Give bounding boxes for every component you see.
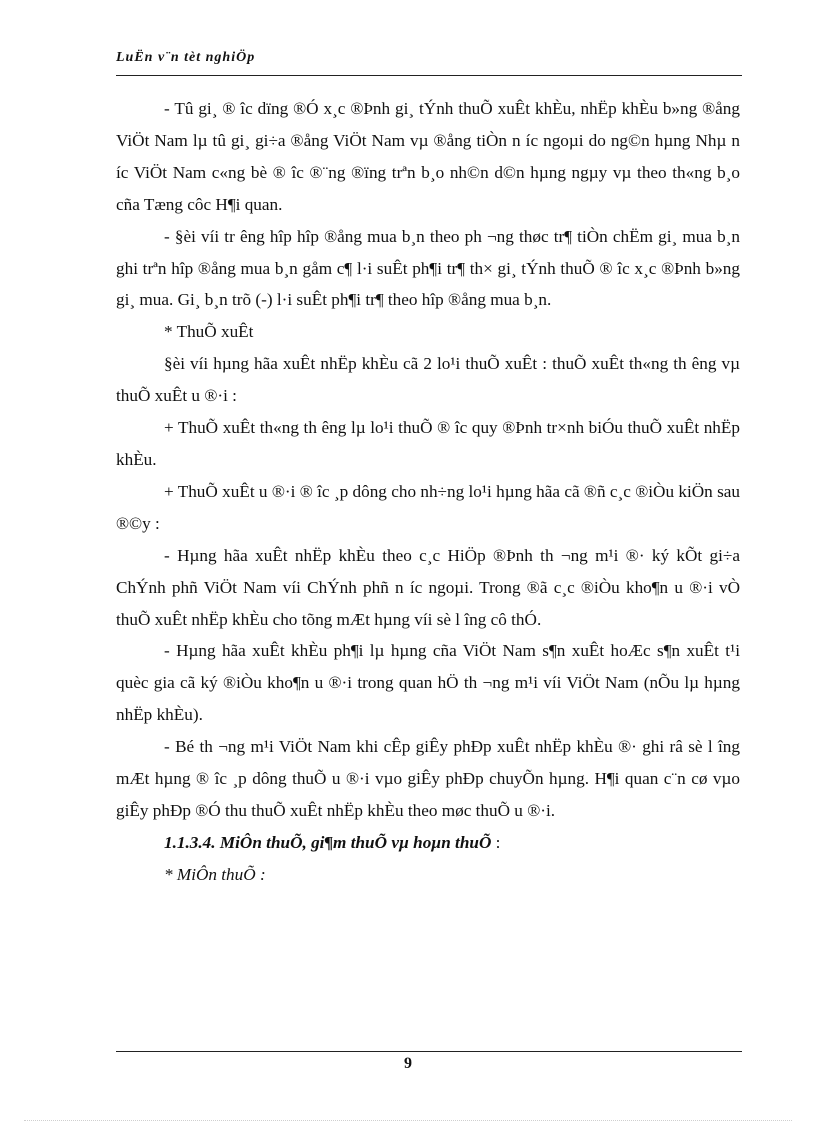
paragraph-preferential-rate: + ThuÕ xuÊt u ®·i ® îc ¸p dông cho nh÷ng lo¹i hµng hãa cã ®ñ c¸c ®iÒu kiÖn sau ®©y :: [116, 481, 740, 533]
paragraph-trade-agreements: - Hµng hãa xuÊt nhËp khÈu theo c¸c HiÖp ®Þnh th ¬ng m¹i ®· ký kÕt gi÷a ChÝnh phñ ViÖt Nam víi ChÝnh phñ n íc ngoµi. Trong ®ã c¸c ®iÒu kho¶n u ®·i vÒ thuÕ xuÊt nhËp khÈu cho tõng mÆt hµng víi sè l îng cô thÓ.: [116, 545, 740, 629]
header-divider: [116, 75, 742, 76]
section-heading-colon: :: [491, 832, 501, 852]
paragraph-exchange-rate: - Tû gi¸ ® îc dïng ®Ó x¸c ®Þnh gi¸ tÝnh thuÕ xuÊt khÈu, nhËp khÈu b»ng ®ång ViÖt Nam lµ tû gi¸ gi÷a ®ång ViÖt Nam vµ ®ång tiÒn n íc ngoµi do ng©n hµng Nhµ n íc ViÖt Nam c«ng bè ® îc ®¨ng ®ïng trªn b¸o nh©n d©n hµng ngµy vµ theo th«ng b¸o cña Tæng côc H¶i quan.: [116, 99, 740, 214]
body-text: [116, 93, 740, 891]
paragraph-deferred-payment: - §èi víi tr êng hîp hîp ®ång mua b¸n theo ph ¬ng thøc tr¶ tiÒn chËm gi¸ mua b¸n ghi trªn hîp ®ång mua b¸n gåm c¶ l·i suÊt ph¶i tr¶ th× gi¸ tÝnh thuÕ ® îc x¸c ®Þnh b»ng gi¸ mua. Gi¸ b¸n trõ (-) l·i suÊt ph¶i tr¶ theo hîp ®ång mua b¸n.: [116, 226, 740, 310]
paragraph-ministry-license: - Bé th ¬ng m¹i ViÖt Nam khi cÊp giÊy phÐp xuÊt nhËp khÈu ®· ghi râ sè l îng mÆt hµng ® îc ¸p dông thuÕ u ®·i vµo giÊy phÐp chuyÕn hµng. H¶i quan c¨n cø vµo giÊy phÐp ®Ó thu thuÕ xuÊt nhËp khÈu theo møc thuÕ u ®·i.: [116, 737, 740, 820]
paragraph-origin-goods: - Hµng hãa xuÊt khÈu ph¶i lµ hµng cña ViÖt Nam s¶n xuÊt hoÆc s¶n xuÊt t¹i quèc gia cã ký ®iÒu kho¶n u ®·i trong quan hÖ th ¬ng m¹i víi ViÖt Nam (nÕu lµ hµng nhËp khÈu).: [116, 641, 740, 725]
section-subheading: * MiÔn thuÕ :: [164, 864, 266, 884]
paragraph-tax-rate-title: * ThuÕ xuÊt: [164, 322, 254, 342]
running-header: LuËn v¨n tèt nghiÖp: [116, 50, 256, 65]
paragraph-normal-rate: + ThuÕ xuÊt th«ng th êng lµ lo¹i thuÕ ® îc quy ®Þnh tr×nh biÓu thuÕ xuÊt nhËp khÈu.: [116, 418, 740, 469]
section-heading: [116, 827, 740, 859]
page-edge-divider: [24, 1120, 792, 1121]
page-number: 9: [404, 1055, 412, 1072]
section-heading-text: 1.1.3.4. MiÔn thuÕ, gi¶m thuÕ vµ hoµn thuÕ: [164, 832, 492, 852]
paragraph-tax-rate-types: §èi víi hµng hãa xuÊt nhËp khÈu cã 2 lo¹i thuÕ xuÊt : thuÕ xuÊt th«ng th êng vµ thuÕ xuÊt u ®·i :: [116, 354, 740, 406]
footer-divider: [116, 1051, 742, 1052]
